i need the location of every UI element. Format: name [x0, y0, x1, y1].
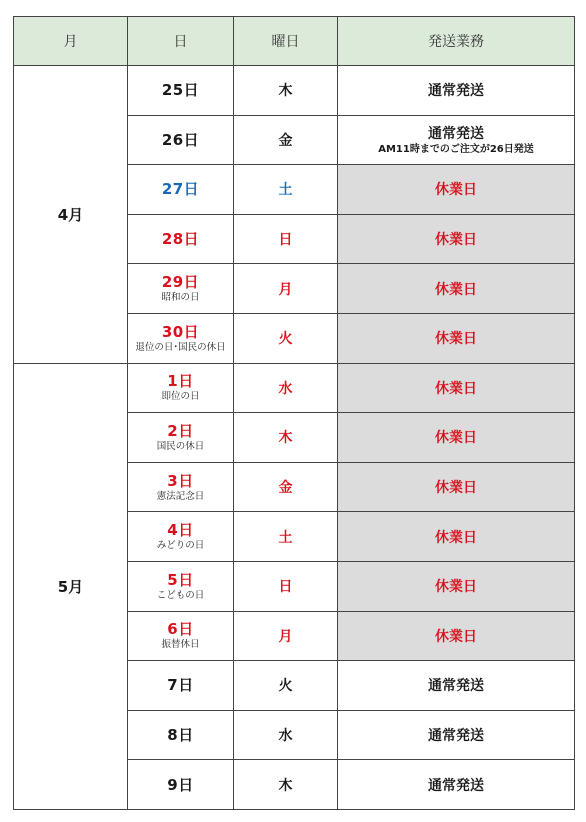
- business-cell-closed: [338, 611, 575, 661]
- day-cell: [128, 313, 234, 363]
- business-cell: [338, 661, 575, 711]
- day-cell: [128, 165, 234, 215]
- business-status: 休業日: [435, 232, 477, 249]
- holiday-name: こどもの日: [156, 589, 205, 601]
- business-cell-closed: [338, 413, 575, 463]
- day-cell: [128, 462, 234, 512]
- day-number: 26日: [161, 130, 200, 149]
- business-status: 休業日: [435, 182, 477, 199]
- day-cell: [128, 363, 234, 413]
- holiday-name: 退位の日･国民の休日: [135, 341, 226, 353]
- month-cell: 4月: [14, 66, 128, 364]
- business-cell-closed: [338, 462, 575, 512]
- business-status: 休業日: [435, 579, 477, 596]
- day-number: 6日: [167, 620, 194, 639]
- day-cell: [128, 710, 234, 760]
- day-number: 2日: [167, 421, 194, 440]
- business-status: 休業日: [435, 529, 477, 546]
- header-weekday: 曜日: [234, 17, 338, 66]
- holiday-name: みどりの日: [156, 540, 205, 552]
- day-number: 25日: [161, 81, 200, 100]
- business-status: 休業日: [435, 380, 477, 397]
- header-business: 発送業務: [338, 17, 575, 66]
- business-status: 通常発送: [428, 83, 484, 100]
- day-cell: [128, 561, 234, 611]
- weekday-cell: 水: [234, 363, 338, 413]
- holiday-name: 憲法記念日: [156, 490, 205, 502]
- holiday-name: 国民の休日: [156, 440, 205, 452]
- weekday-cell: 月: [234, 264, 338, 314]
- day-number: 1日: [167, 372, 194, 391]
- business-cell-closed: [338, 165, 575, 215]
- day-number: 4日: [167, 521, 194, 540]
- weekday-cell: 木: [234, 760, 338, 810]
- day-cell: [128, 264, 234, 314]
- business-status: 休業日: [435, 281, 477, 298]
- business-cell: [338, 115, 575, 165]
- month-cell: 5月: [14, 363, 128, 809]
- day-cell: [128, 66, 234, 116]
- day-cell: [128, 115, 234, 165]
- business-cell: [338, 760, 575, 810]
- weekday-cell: 金: [234, 115, 338, 165]
- header-row: [14, 17, 575, 66]
- holiday-name: 振替休日: [161, 639, 200, 651]
- day-number: 30日: [161, 322, 200, 341]
- day-cell: [128, 661, 234, 711]
- business-cell-closed: [338, 214, 575, 264]
- business-note: AM11時までのご注文が26日発送: [378, 144, 534, 156]
- day-cell: [128, 611, 234, 661]
- shipping-calendar-table: [13, 16, 575, 810]
- weekday-cell: 月: [234, 611, 338, 661]
- business-status: 通常発送: [428, 777, 484, 794]
- weekday-cell: 土: [234, 512, 338, 562]
- day-number: 7日: [167, 676, 194, 695]
- day-number: 29日: [161, 273, 200, 292]
- day-number: 28日: [161, 230, 200, 249]
- day-number: 3日: [167, 471, 194, 490]
- weekday-cell: 土: [234, 165, 338, 215]
- business-cell-closed: [338, 363, 575, 413]
- day-number: 9日: [167, 775, 194, 794]
- business-status: 通常発送: [428, 728, 484, 745]
- day-cell: [128, 512, 234, 562]
- business-cell: [338, 710, 575, 760]
- business-status: 休業日: [435, 628, 477, 645]
- day-number: 27日: [161, 180, 200, 199]
- business-cell-closed: [338, 512, 575, 562]
- business-status: 通常発送: [428, 678, 484, 695]
- weekday-cell: 金: [234, 462, 338, 512]
- business-status: 通常発送: [428, 126, 484, 143]
- business-cell: [338, 66, 575, 116]
- business-status: 休業日: [435, 480, 477, 497]
- holiday-name: 即位の日: [161, 391, 200, 403]
- day-number: 5日: [167, 570, 194, 589]
- day-number: 8日: [167, 726, 194, 745]
- weekday-cell: 火: [234, 661, 338, 711]
- calendar-body: [14, 66, 575, 810]
- header-day: 日: [128, 17, 234, 66]
- day-cell: [128, 760, 234, 810]
- business-cell-closed: [338, 561, 575, 611]
- day-cell: [128, 214, 234, 264]
- business-cell-closed: [338, 313, 575, 363]
- table-row: [14, 363, 575, 413]
- holiday-name: 昭和の日: [161, 292, 200, 304]
- business-status: 休業日: [435, 331, 477, 348]
- weekday-cell: 日: [234, 214, 338, 264]
- header-month: 月: [14, 17, 128, 66]
- weekday-cell: 木: [234, 413, 338, 463]
- day-cell: [128, 413, 234, 463]
- business-status: 休業日: [435, 430, 477, 447]
- weekday-cell: 日: [234, 561, 338, 611]
- weekday-cell: 水: [234, 710, 338, 760]
- weekday-cell: 火: [234, 313, 338, 363]
- table-row: [14, 66, 575, 116]
- business-cell-closed: [338, 264, 575, 314]
- weekday-cell: 木: [234, 66, 338, 116]
